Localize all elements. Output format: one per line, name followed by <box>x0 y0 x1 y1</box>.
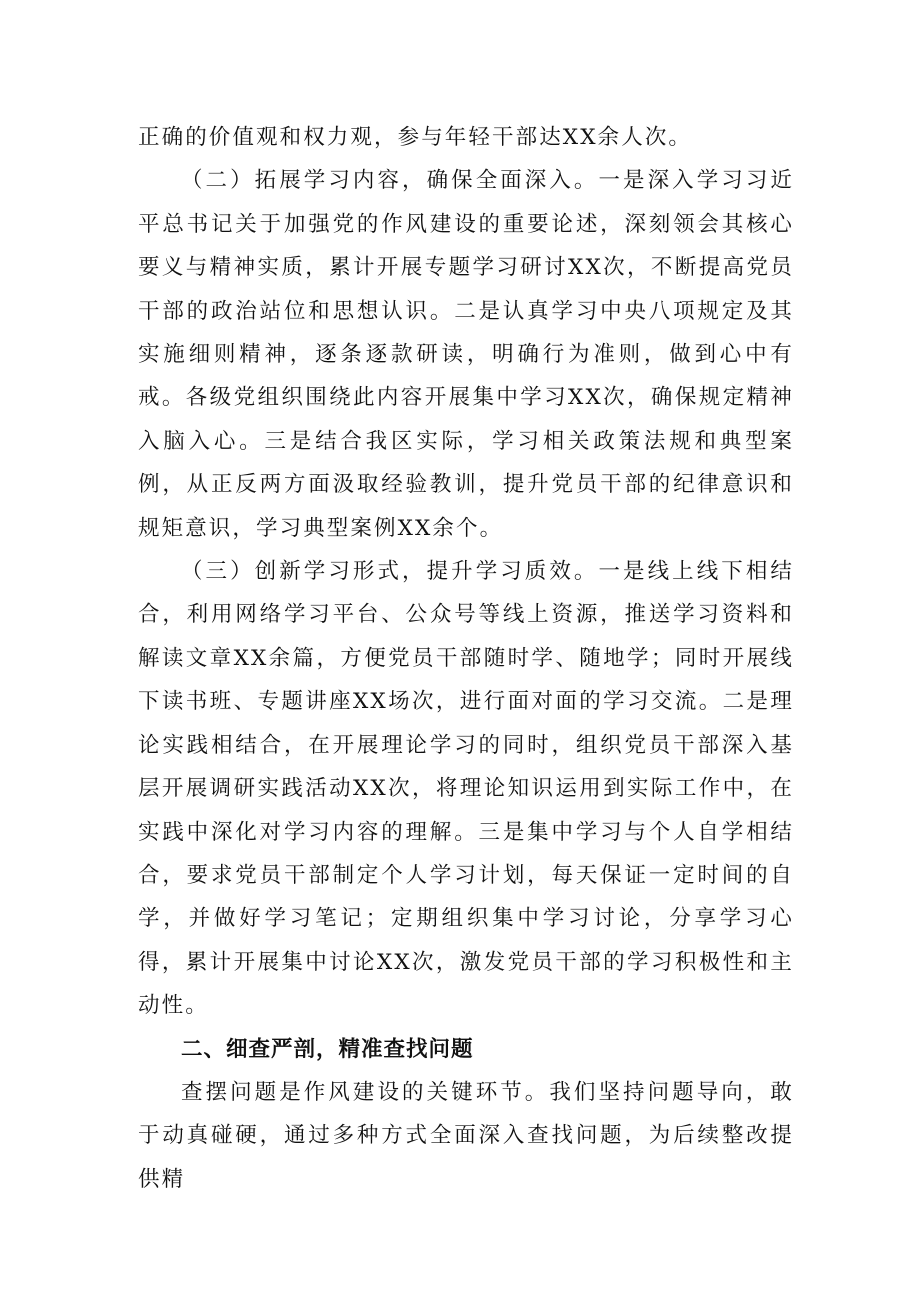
paragraph-continuation: 正确的价值观和权力观，参与年轻干部达XX余人次。 <box>138 125 693 150</box>
paragraph-expand-learning-content: （二）拓展学习内容，确保全面深入。一是深入学习习近平总书记关于加强党的作风建设的重要论述，深刻领会其核心要义与精神实质，累计开展专题学习研讨XX次，不断提高党员干部的政治站位和思想认识。二是认真学习中央八项规定及其实施细则精神，逐条逐款研读，明确行为准则，做到心中有戒。各级党组织围绕此内容开展集中学习XX次，确保规定精神入脑入心。三是结合我区实际，学习相关政策法规和典型案例，从正反两方面汲取经验教训，提升党员干部的纪律意识和规矩意识，学习典型案例XX余个。 <box>138 168 794 541</box>
section-heading: 二、细查严剖，精准查找问题 <box>181 1036 474 1062</box>
paragraph-innovate-learning-form: （三）创新学习形式，提升学习质效。一是线上线下相结合，利用网络学习平台、公众号等线上资源，推送学习资料和解读文章XX余篇，方便党员干部随时学、随地学；同时开展线下读书班、专题讲座XX场次，进行面对面的学习交流。二是理论实践相结合，在开展理论学习的同时，组织党员干部深入基层开展调研实践活动XX次，将理论知识运用到实际工作中，在实践中深化对学习内容的理解。三是集中学习与个人自学相结合，要求党员干部制定个人学习计划，每天保证一定时间的自学，并做好学习笔记；定期组织集中学习讨论，分享学习心得，累计开展集中讨论XX次，激发党员干部的学习积极性和主动性。 <box>138 559 794 1019</box>
document-body <box>138 116 794 1201</box>
paragraph-problem-finding: 查摆问题是作风建设的关键环节。我们坚持问题导向，敢于动真碰硬，通过多种方式全面深入查找问题，为后续整改提供精 <box>138 1079 794 1192</box>
